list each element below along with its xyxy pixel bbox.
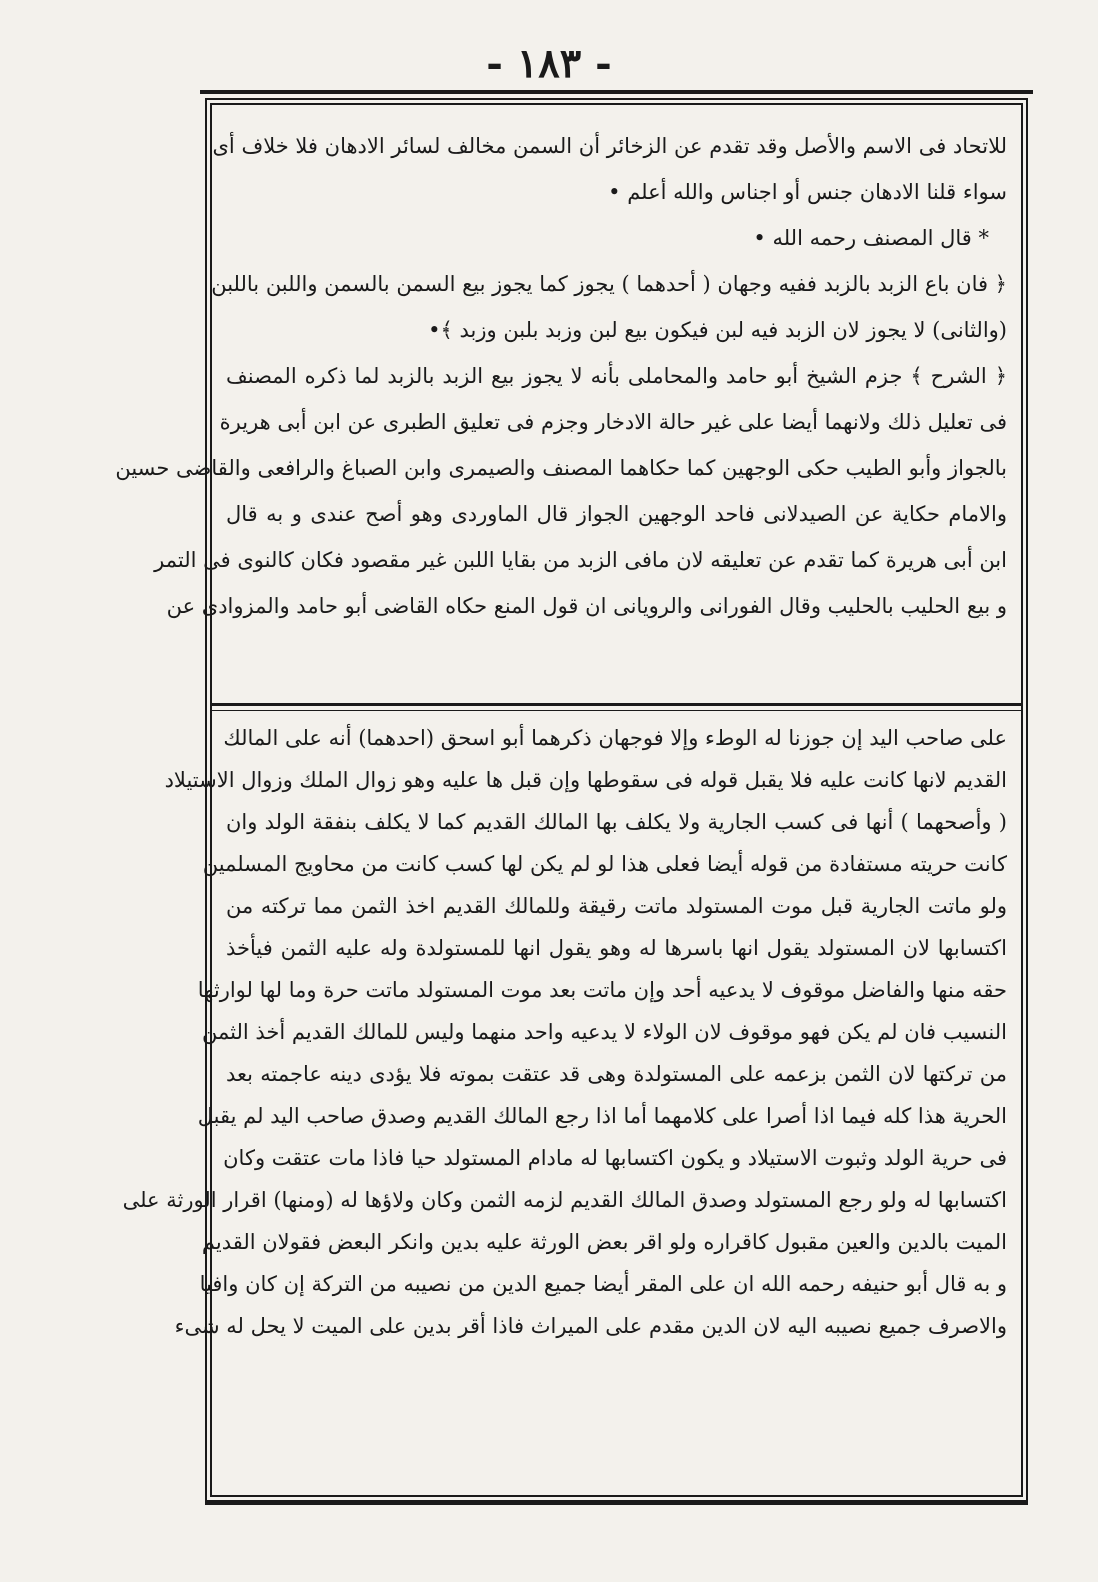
section-divider	[212, 703, 1021, 711]
page-number: - ١٨٣ -	[486, 40, 612, 87]
text-line: ولو ماتت الجارية قبل موت المستولد ماتت رقيقة وللمالك القديم اخذ الثمن مما تركته من	[226, 894, 1007, 918]
text-line: النسيب فان لم يكن فهو موقوف لان الولاء لا يدعيه واحد منهما وليس للمالك القديم أخذ الثمن	[201, 1020, 1007, 1044]
text-line: اكتسابها لان المستولد يقول انها باسرها له وهو يقول انها للمستولدة وله عليه الثمن فيأخذ	[226, 936, 1007, 960]
text-line: حقه منها والفاضل موقوف لا يدعيه أحد وإن ماتت بعد موت المستولد ماتت حرة وما لها لوارثها	[197, 978, 1007, 1002]
text-line: على صاحب اليد إن جوزنا له الوطء وإلا فوجهان ذكرهما أبو اسحق (احدهما) أنه على المالك	[223, 726, 1007, 750]
text-line: للاتحاد فى الاسم والأصل وقد تقدم عن الزخائر أن السمن مخالف لسائر الادهان فلا خلاف أى	[212, 134, 1007, 158]
text-line: كانت حريته مستفادة من قوله أيضا فعلى هذا لو لم يكن لها كسب كانت من محاويج المسلمين	[202, 852, 1007, 876]
text-line: و بيع الحليب بالحليب وقال الفورانى والرويانى ان قول المنع حكاه القاضى أبو حامد والمزوادى عن	[166, 594, 1007, 618]
text-line: * قال المصنف رحمه الله •	[753, 226, 989, 250]
text-line: (والثانى) لا يجوز لان الزبد فيه لبن فيكون بيع لبن وزبد بلبن وزبد ﴾•	[428, 318, 1007, 342]
text-line: بالجواز وأبو الطيب حكى الوجهين كما حكاهما المصنف والصيمرى وابن الصباغ والرافعى والقاضى حسين	[115, 456, 1007, 480]
text-line: فى حرية الولد وثبوت الاستيلاد و يكون اكتسابها له مادام المستولد حيا فاذا مات عتقت وكان	[223, 1146, 1007, 1170]
text-line: ﴿ فان باع الزبد بالزبد ففيه وجهان ( أحدهما ) يجوز كما يجوز بيع السمن بالسمن واللبن باللبن	[211, 272, 1007, 296]
text-line: والاصرف جميع نصيبه اليه لان الدين مقدم على الميراث فاذا أقر بدين على الميت لا يحل له شىء	[174, 1314, 1007, 1338]
top-section	[115, 123, 1007, 703]
bottom-section	[122, 717, 1007, 1497]
text-line: ابن أبى هريرة كما تقدم عن تعليقه لان مافى الزبد من بقايا اللبن غير مقصود فكان كالنوى فى التمر	[154, 548, 1007, 572]
text-line: ( وأصحهما ) أنها فى كسب الجارية ولا يكلف بها المالك القديم كما لا يكلف بنفقة الولد وان	[226, 810, 1007, 834]
page-frame	[115, 98, 1028, 1502]
text-line: الميت بالدين والعين مقبول كاقراره ولو اقر بعض الورثة عليه بدين وانكر البعض فقولان القديم	[201, 1230, 1007, 1254]
text-line: ﴿ الشرح ﴾ جزم الشيخ أبو حامد والمحاملى بأنه لا يجوز بيع الزبد بالزبد لما ذكره المصنف	[226, 364, 1007, 388]
text-line: والامام حكاية عن الصيدلانى فاحد الوجهين الجواز قال الماوردى وهو أصح عندى و به قال	[226, 502, 1007, 526]
text-line: من تركتها لان الثمن بزعمه على المستولدة وهى قد عتقت بموته فلا يؤدى دينه عاجمته بعد	[226, 1062, 1007, 1086]
top-rule	[200, 90, 1033, 94]
text-line: الحرية هذا كله فيما اذا أصرا على كلامهما أما اذا رجع المالك القديم وصدق صاحب اليد لم يقبل	[197, 1104, 1007, 1128]
text-line: سواء قلنا الادهان جنس أو اجناس والله أعلم •	[608, 180, 1007, 204]
text-line: اكتسابها له ولو رجع المستولد وصدق المالك القديم لزمه الثمن وكان ولاؤها له (ومنها) اقرار الورثة على	[122, 1188, 1007, 1212]
text-line: فى تعليل ذلك ولانهما أيضا على غير حالة الادخار وجزم فى تعليق الطبرى عن ابن أبى هريرة	[219, 410, 1007, 434]
text-line: القديم لانها كانت عليه فلا يقبل قوله فى سقوطها وإن قبل ها عليه وهو زوال الملك وزوال الاستيلاد	[164, 768, 1007, 792]
text-line: و به قال أبو حنيفه رحمه الله ان على المقر أيضا جميع الدين من نصيبه من التركة إن كان وافيا	[199, 1272, 1007, 1296]
